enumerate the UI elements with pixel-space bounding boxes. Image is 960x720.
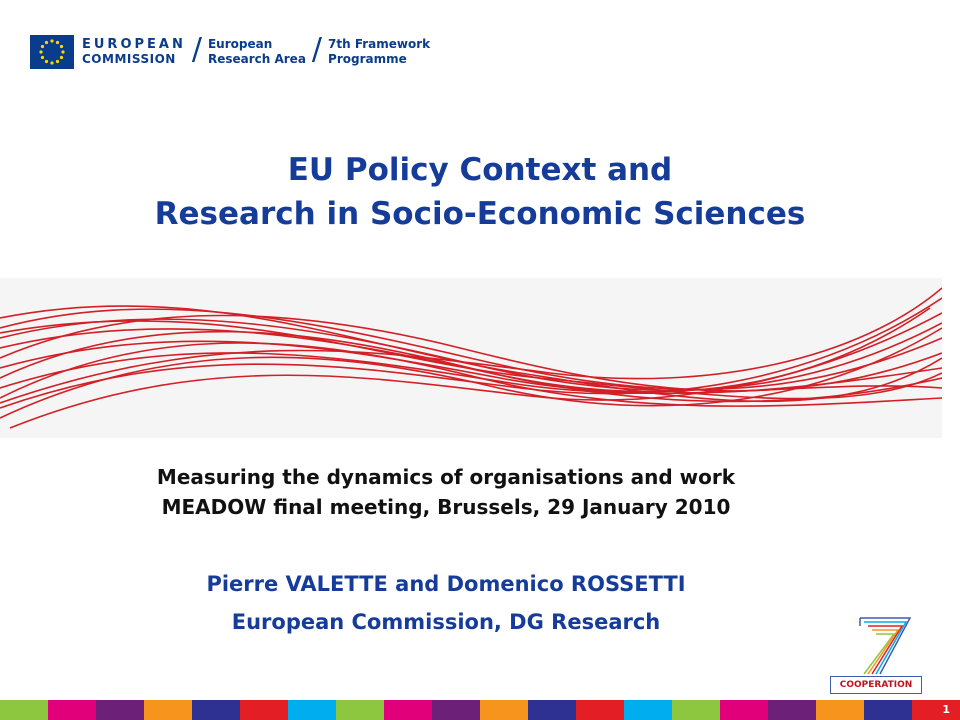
framework-programme (328, 37, 430, 67)
page-number: 1 (942, 703, 950, 716)
authors-line2: European Commission, DG Research (231, 610, 661, 634)
color-stripe (576, 700, 624, 720)
research-area (208, 37, 306, 67)
color-stripe (288, 700, 336, 720)
color-stripe (672, 700, 720, 720)
bottom-color-bar (0, 700, 960, 720)
color-stripe (816, 700, 864, 720)
authors-line1: Pierre VALETTE and Domenico ROSSETTI (206, 572, 686, 596)
color-stripe (720, 700, 768, 720)
waves-graphic (0, 278, 942, 438)
color-stripe (912, 700, 960, 720)
color-stripe (432, 700, 480, 720)
area-line1: European (207, 37, 273, 51)
color-stripe (768, 700, 816, 720)
org-name (82, 37, 186, 67)
color-stripe (96, 700, 144, 720)
event-subtitle (0, 462, 892, 522)
color-stripe (480, 700, 528, 720)
cooperation-label: COOPERATION (830, 676, 922, 694)
subtitle-line1: Measuring the dynamics of organisations and work (156, 465, 736, 489)
color-stripe (864, 700, 912, 720)
color-stripe (336, 700, 384, 720)
fp7-seven-icon (830, 612, 922, 676)
color-stripe (0, 700, 48, 720)
title-line1: EU Policy Context and (287, 152, 673, 188)
color-stripe (624, 700, 672, 720)
area-line2: Research Area (207, 52, 306, 66)
program-line2: Programme (328, 52, 407, 66)
separator-slash: / (191, 32, 202, 67)
fp7-cooperation-logo (830, 612, 922, 694)
slide-title (0, 148, 960, 236)
color-stripe (240, 700, 288, 720)
title-line2: Research in Socio-Economic Sciences (154, 196, 806, 232)
color-stripe (48, 700, 96, 720)
separator-slash: / (311, 32, 323, 67)
header (30, 33, 430, 71)
eu-flag-icon (30, 35, 74, 69)
decorative-waves (0, 278, 942, 438)
org-line2: COMMISSION (82, 52, 176, 66)
color-stripe (144, 700, 192, 720)
program-line1: 7th Framework (328, 37, 431, 51)
subtitle-line2: MEADOW final meeting, Brussels, 29 January 2010 (161, 495, 731, 519)
color-stripe (192, 700, 240, 720)
authors (0, 565, 892, 641)
color-stripe (528, 700, 576, 720)
color-stripe (384, 700, 432, 720)
org-line1: EUROPEAN (82, 37, 186, 52)
